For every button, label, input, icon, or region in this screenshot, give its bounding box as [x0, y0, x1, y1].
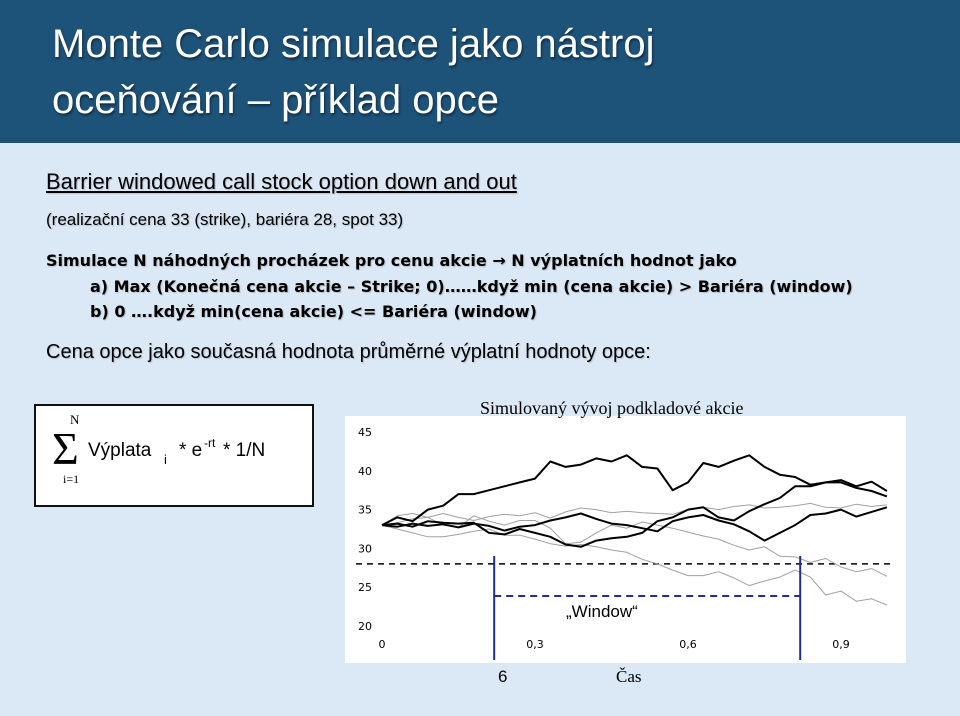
sigma-icon: Σ: [52, 423, 79, 474]
option-parameters: (realizační cena 33 (strike), bariéra 28, spot 33): [46, 210, 404, 229]
slide-subtitle: Barrier windowed call stock option down and out: [46, 169, 517, 194]
x-tick-label: 0,6: [679, 638, 697, 651]
formula-subscript: i: [164, 452, 167, 467]
formula-average: * 1/N: [223, 440, 266, 461]
option-price-description: Cena opce jako současná hodnota průměrné výplatní hodnoty opce:: [46, 341, 651, 363]
formula-exponent: -rt: [204, 436, 216, 450]
window-label: „Window“: [566, 602, 638, 621]
page-number: 6: [498, 667, 508, 686]
y-tick-label: 30: [358, 542, 372, 556]
x-axis-label: Čas: [616, 667, 642, 686]
x-tick-label: 0,3: [526, 638, 544, 651]
slide-title-line2: oceňování – příklad opce: [52, 78, 499, 122]
right-arrow-icon: →: [492, 251, 506, 270]
simulation-text: Simulace N náhodných procházek pro cenu akcie: [46, 251, 493, 270]
chart-title: Simulovaný vývoj podkladové akcie: [480, 398, 744, 418]
x-tick-label: 0,9: [832, 638, 850, 651]
x-tick-label: 0: [378, 638, 386, 651]
series-line: [382, 525, 887, 605]
y-tick-label: 20: [358, 620, 372, 633]
payoff-case-b: b) 0 ….když min(cena akcie) <= Bariéra (window): [90, 302, 537, 321]
y-tick-label: 45: [358, 426, 372, 439]
simulation-text-suffix: N výplatních hodnot jako: [505, 251, 737, 270]
y-tick-label: 35: [358, 503, 372, 517]
formula-payoff-label: Výplata: [88, 440, 152, 461]
payoff-case-a: a) Max (Konečná cena akcie – Strike; 0)……když min (cena akcie) > Bariéra (window): [90, 277, 853, 296]
slide-title-line1: Monte Carlo simulace jako nástroj: [52, 22, 655, 66]
sum-lower-limit: i=1: [63, 472, 80, 486]
y-tick-label: 25: [358, 581, 372, 595]
formula-discount: * e: [179, 440, 203, 461]
y-tick-label: 40: [358, 464, 372, 478]
sum-upper-limit: N: [70, 412, 80, 427]
